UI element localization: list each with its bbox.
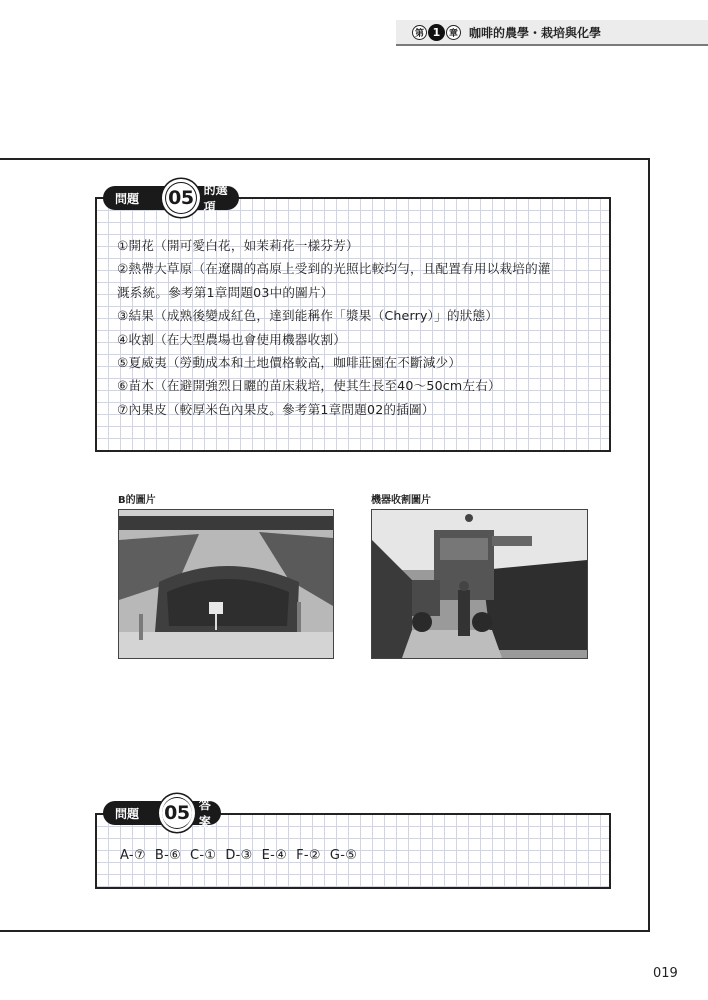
page-number: 019 bbox=[653, 966, 678, 981]
question-number-badge: 05 bbox=[162, 179, 199, 217]
answer-number-badge: 05 bbox=[159, 794, 195, 832]
running-header bbox=[396, 20, 708, 46]
option-item: ④收割（在大型農場也會使用機器收割） bbox=[117, 331, 346, 347]
answer-label-after: 答案 bbox=[198, 798, 211, 829]
option-item: ⑤夏威夷（勞動成本和土地價格較高，咖啡莊園在不斷減少） bbox=[117, 355, 462, 371]
options-list bbox=[117, 234, 597, 421]
answer-item: B-⑥ bbox=[154, 848, 182, 863]
answer-label-before: 問題 bbox=[115, 806, 140, 821]
answer-item: D-③ bbox=[225, 848, 253, 863]
options-label-before: 問題 bbox=[115, 191, 140, 206]
figure-b-caption: B的圖片 bbox=[118, 495, 156, 506]
chapter-prefix: 第 bbox=[412, 25, 427, 40]
answer-list bbox=[120, 848, 357, 863]
seedling-nursery-photo bbox=[118, 509, 334, 659]
answer-item: G-⑤ bbox=[329, 848, 358, 863]
options-heading bbox=[103, 183, 239, 214]
machine-harvest-photo bbox=[371, 509, 588, 659]
option-item: 溉系統。參考第1章問題03中的圖片） bbox=[117, 284, 334, 300]
option-item: ③結果（成熟後變成紅色，達到能稱作「漿果（Cherry）」的狀態） bbox=[117, 308, 499, 324]
option-item: ②熱帶大草原（在遼闊的高原上受到的光照比較均勻，且配置有用以栽培的灌 bbox=[117, 261, 551, 277]
options-label-after: 的選項 bbox=[203, 183, 228, 214]
option-item: ⑥苗木（在避開強烈日曬的苗床栽培，使其生長至40〜50cm左右） bbox=[117, 378, 501, 394]
chapter-number: 1 bbox=[428, 24, 445, 41]
chapter-title: 咖啡的農學・栽培與化學 bbox=[469, 25, 602, 40]
answer-item: C-① bbox=[190, 848, 217, 863]
figure-machine-caption: 機器收割圖片 bbox=[371, 495, 431, 506]
chapter-suffix: 章 bbox=[446, 25, 461, 40]
answer-item: E-④ bbox=[261, 848, 288, 863]
answer-item: A-⑦ bbox=[120, 848, 146, 863]
option-item: ①開花（開可愛白花，如茉莉花一樣芬芳） bbox=[117, 238, 359, 253]
answer-heading bbox=[103, 798, 221, 829]
chapter-badge bbox=[412, 24, 461, 41]
answer-item: F-② bbox=[296, 848, 321, 863]
option-item: ⑦內果皮（較厚米色內果皮。參考第1章問題02的插圖） bbox=[117, 401, 435, 417]
